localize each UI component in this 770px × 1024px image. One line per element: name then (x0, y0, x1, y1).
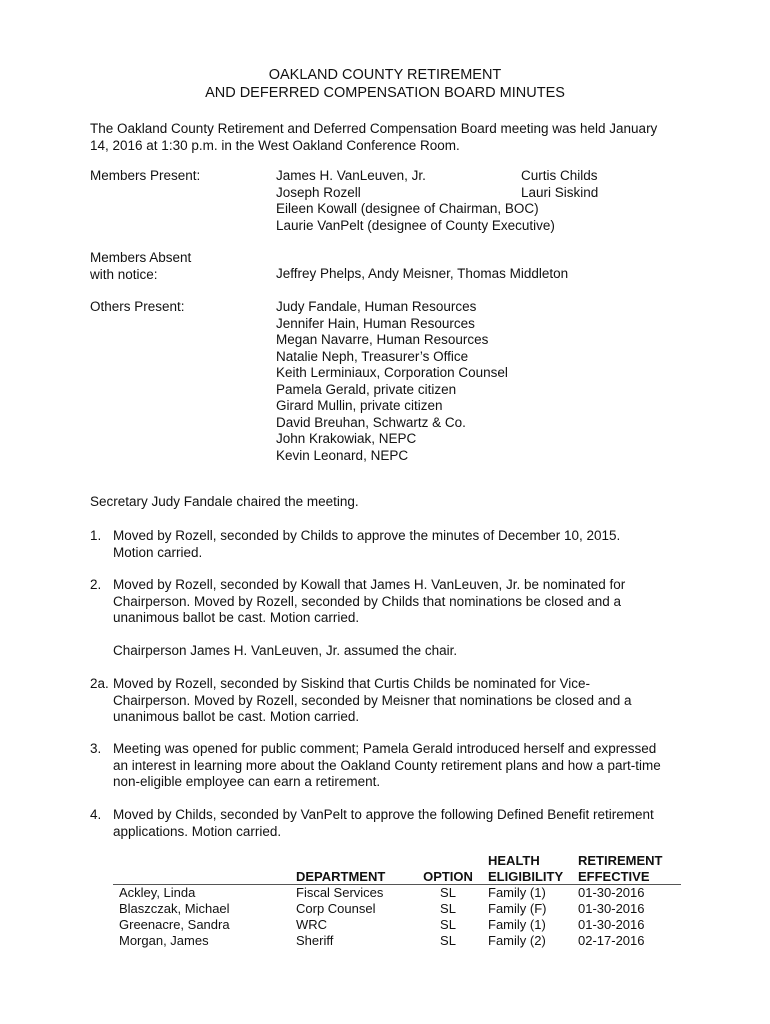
retiree-health: Family (1) (488, 885, 546, 900)
member-name: James H. VanLeuven, Jr. (276, 168, 426, 183)
intro-paragraph (90, 120, 690, 154)
retiree-department: Corp Counsel (296, 901, 376, 916)
attendee-name: Kevin Leonard, NEPC (276, 447, 409, 463)
header-line: HEALTH (488, 853, 540, 868)
attendee-name: Jennifer Hain, Human Resources (276, 315, 475, 331)
document-title-line2: AND DEFERRED COMPENSATION BOARD MINUTES (205, 85, 565, 101)
members-absent-label-line: Members Absent (90, 250, 192, 265)
retirement-effective-column-header (578, 853, 681, 885)
intro-line: 14, 2016 at 1:30 p.m. in the West Oakland Conference Room. (90, 138, 460, 153)
item-line: non-eligible employee can earn a retirement. (113, 774, 381, 789)
retiree-option: SL (440, 885, 456, 900)
attendee-name: Pamela Gerald, private citizen (276, 381, 457, 397)
department-column-header: DEPARTMENT (296, 868, 386, 884)
item-line: Moved by Rozell, seconded by Childs to approve the minutes of December 10, 2015. (113, 528, 621, 543)
item-line: Chairperson. Moved by Rozell, seconded by Childs that nominations be closed and a (113, 593, 622, 609)
retiree-option: SL (440, 933, 456, 948)
member-name: Laurie VanPelt (designee of County Executive) (276, 217, 555, 233)
table-row (113, 901, 681, 917)
retiree-department: Sheriff (296, 933, 334, 948)
retiree-department: WRC (296, 917, 328, 932)
header-line: EFFECTIVE (578, 868, 650, 884)
retiree-health: Family (2) (488, 933, 546, 948)
retiree-health: Family (F) (488, 901, 547, 916)
members-present-list-2 (521, 168, 598, 201)
item-line: Meeting was opened for public comment; Pamela Gerald introduced herself and expressed (113, 741, 657, 756)
item-number: 1. (90, 528, 102, 543)
item-line: unanimous ballot be cast. Motion carried. (113, 709, 360, 724)
members-absent-names: Jeffrey Phelps, Andy Meisner, Thomas Middleton (276, 266, 569, 281)
retiree-department: Fiscal Services (296, 885, 384, 900)
members-absent-label-line: with notice: (90, 266, 158, 282)
retiree-health: Family (1) (488, 917, 546, 932)
retiree-effective: 01-30-2016 (578, 917, 645, 932)
item-line: Moved by Rozell, seconded by Kowall that James H. VanLeuven, Jr. be nominated for (113, 577, 626, 592)
item-number: 3. (90, 741, 102, 756)
retiree-option: SL (440, 901, 456, 916)
retiree-name: Ackley, Linda (119, 885, 196, 900)
health-eligibility-column-header (488, 853, 578, 885)
attendee-name: Judy Fandale, Human Resources (276, 299, 477, 314)
attendee-name: Keith Lerminiaux, Corporation Counsel (276, 365, 508, 380)
item-line: Chairperson. Moved by Rozell, seconded by Meisner that nominations be closed and a (113, 692, 632, 708)
table-row (113, 933, 681, 949)
members-present-list (276, 168, 555, 234)
retiree-name: Greenacre, Sandra (119, 917, 230, 932)
item-line: Moved by Childs, seconded by VanPelt to approve the following Defined Benefit retirement (113, 807, 654, 822)
retiree-option: SL (440, 917, 456, 932)
table-row (113, 885, 681, 902)
attendee-name: Natalie Neph, Treasurer’s Office (276, 348, 469, 364)
members-absent-label (90, 250, 191, 283)
attendee-name: Megan Navarre, Human Resources (276, 332, 489, 347)
header-line: ELIGIBILITY (488, 868, 564, 884)
name-column-header (113, 853, 296, 885)
item-3-text (113, 741, 683, 791)
item-number: 2a. (90, 676, 109, 691)
retiree-name: Morgan, James (119, 933, 209, 948)
others-present-list (276, 299, 508, 464)
retiree-effective: 01-30-2016 (578, 901, 645, 916)
item-line: Motion carried. (113, 544, 203, 560)
retirement-applications-table (113, 853, 681, 949)
member-name: Lauri Siskind (521, 184, 599, 200)
member-name: Eileen Kowall (designee of Chairman, BOC) (276, 201, 539, 216)
member-name: Curtis Childs (521, 168, 598, 183)
header-line: RETIREMENT (578, 853, 663, 868)
item-4-text (113, 807, 683, 840)
members-present-label: Members Present: (90, 168, 201, 183)
item-1-text (113, 528, 683, 561)
others-present-label: Others Present: (90, 299, 185, 314)
item-2a-text (113, 676, 683, 726)
retiree-effective: 02-17-2016 (578, 933, 645, 948)
table-header-row (113, 853, 681, 885)
attendee-name: David Breuhan, Schwartz & Co. (276, 414, 466, 430)
retiree-name: Blaszczak, Michael (119, 901, 230, 916)
item-number: 2. (90, 577, 102, 592)
attendee-name: Girard Mullin, private citizen (276, 398, 443, 413)
item-line: unanimous ballot be cast. Motion carried. (113, 610, 360, 625)
item-number: 4. (90, 807, 102, 822)
table-row (113, 917, 681, 933)
intro-line: The Oakland County Retirement and Deferred Compensation Board meeting was held January (90, 121, 658, 136)
item-line: applications. Motion carried. (113, 823, 282, 839)
option-column-header: OPTION (423, 868, 473, 884)
retiree-effective: 01-30-2016 (578, 885, 645, 900)
item-line: Moved by Rozell, seconded by Siskind that Curtis Childs be nominated for Vice- (113, 676, 590, 691)
document-title-line1: OAKLAND COUNTY RETIREMENT (268, 67, 502, 83)
chair-assumed-line: Chairperson James H. VanLeuven, Jr. assumed the chair. (113, 643, 458, 658)
item-2-text (113, 577, 683, 627)
member-name: Joseph Rozell (276, 184, 361, 200)
secretary-line: Secretary Judy Fandale chaired the meeting. (90, 494, 359, 509)
item-line: an interest in learning more about the Oakland County retirement plans and how a part-time (113, 757, 661, 773)
attendee-name: John Krakowiak, NEPC (276, 431, 417, 446)
